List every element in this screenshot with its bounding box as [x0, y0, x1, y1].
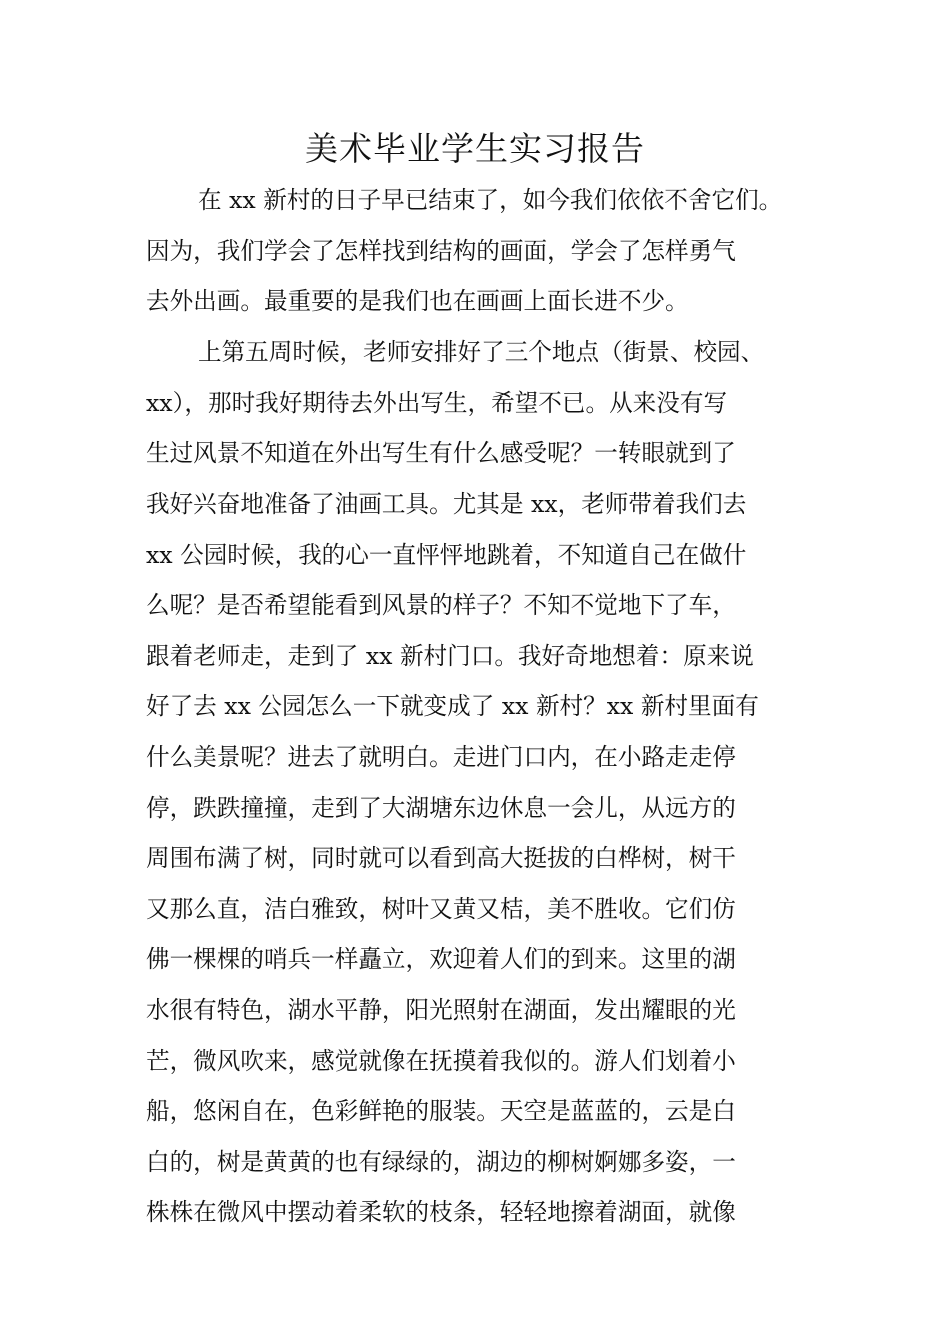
document-body — [146, 175, 816, 1238]
paragraph-1 — [146, 175, 816, 327]
paragraph-line: 因为，我们学会了怎样找到结构的画面，学会了怎样勇气 — [146, 236, 736, 265]
paragraph-line: 上第五周时候，老师安排好了三个地点（街景、校园、 — [198, 338, 765, 367]
paragraph-line: 周围布满了树，同时就可以看到高大挺拔的白桦树，树干 — [146, 844, 736, 873]
paragraph-line: 去外出画。最重要的是我们也在画画上面长进不少。 — [146, 287, 689, 316]
paragraph-line: 芒，微风吹来，感觉就像在抚摸着我似的。游人们划着小 — [146, 1046, 736, 1075]
paragraph-line: 水很有特色，湖水平静，阳光照射在湖面，发出耀眼的光 — [146, 996, 736, 1024]
paragraph-line: 船，悠闲自在，色彩鲜艳的服装。天空是蓝蓝的，云是白 — [146, 1097, 736, 1126]
paragraph-line: 什么美景呢？进去了就明白。走进门口内，在小路走走停 — [146, 743, 736, 772]
paragraph-line: 在 xx 新村的日子早已结束了，如今我们依依不舍它们。 — [198, 186, 783, 214]
paragraph-line: 生过风景不知道在外出写生有什么感受呢？一转眼就到了 — [146, 439, 736, 468]
paragraph-line: 好了去 xx 公园怎么一下就变成了 xx 新村？xx 新村里面有 — [146, 692, 759, 721]
paragraph-line: xx 公园时候，我的心一直怦怦地跳着，不知道自己在做什 — [146, 540, 747, 569]
document-title: 美术毕业学生实习报告 — [305, 129, 645, 168]
paragraph-line: 跟着老师走，走到了 xx 新村门口。我好奇地想着：原来说 — [146, 641, 754, 670]
paragraph-line: 佛一棵棵的哨兵一样矗立，欢迎着人们的到来。这里的湖 — [146, 945, 736, 974]
paragraph-line: 我好兴奋地准备了油画工具。尤其是 xx，老师带着我们去 — [146, 490, 747, 519]
paragraph-line: 停，跌跌撞撞，走到了大湖塘东边休息一会儿，从远方的 — [146, 793, 736, 822]
paragraph-line: 白的，树是黄黄的也有绿绿的，湖边的柳树婀娜多姿，一 — [146, 1147, 736, 1176]
paragraph-line: 么呢？是否希望能看到风景的样子？不知不觉地下了车， — [146, 591, 736, 620]
paragraph-line: 又那么直，洁白雅致，树叶又黄又桔，美不胜收。它们仿 — [146, 894, 736, 923]
paragraph-2 — [146, 327, 816, 1238]
paragraph-line: xx），那时我好期待去外出写生，希望不已。从来没有写 — [146, 388, 728, 417]
paragraph-line: 株株在微风中摆动着柔软的枝条，轻轻地擦着湖面，就像 — [146, 1198, 736, 1227]
